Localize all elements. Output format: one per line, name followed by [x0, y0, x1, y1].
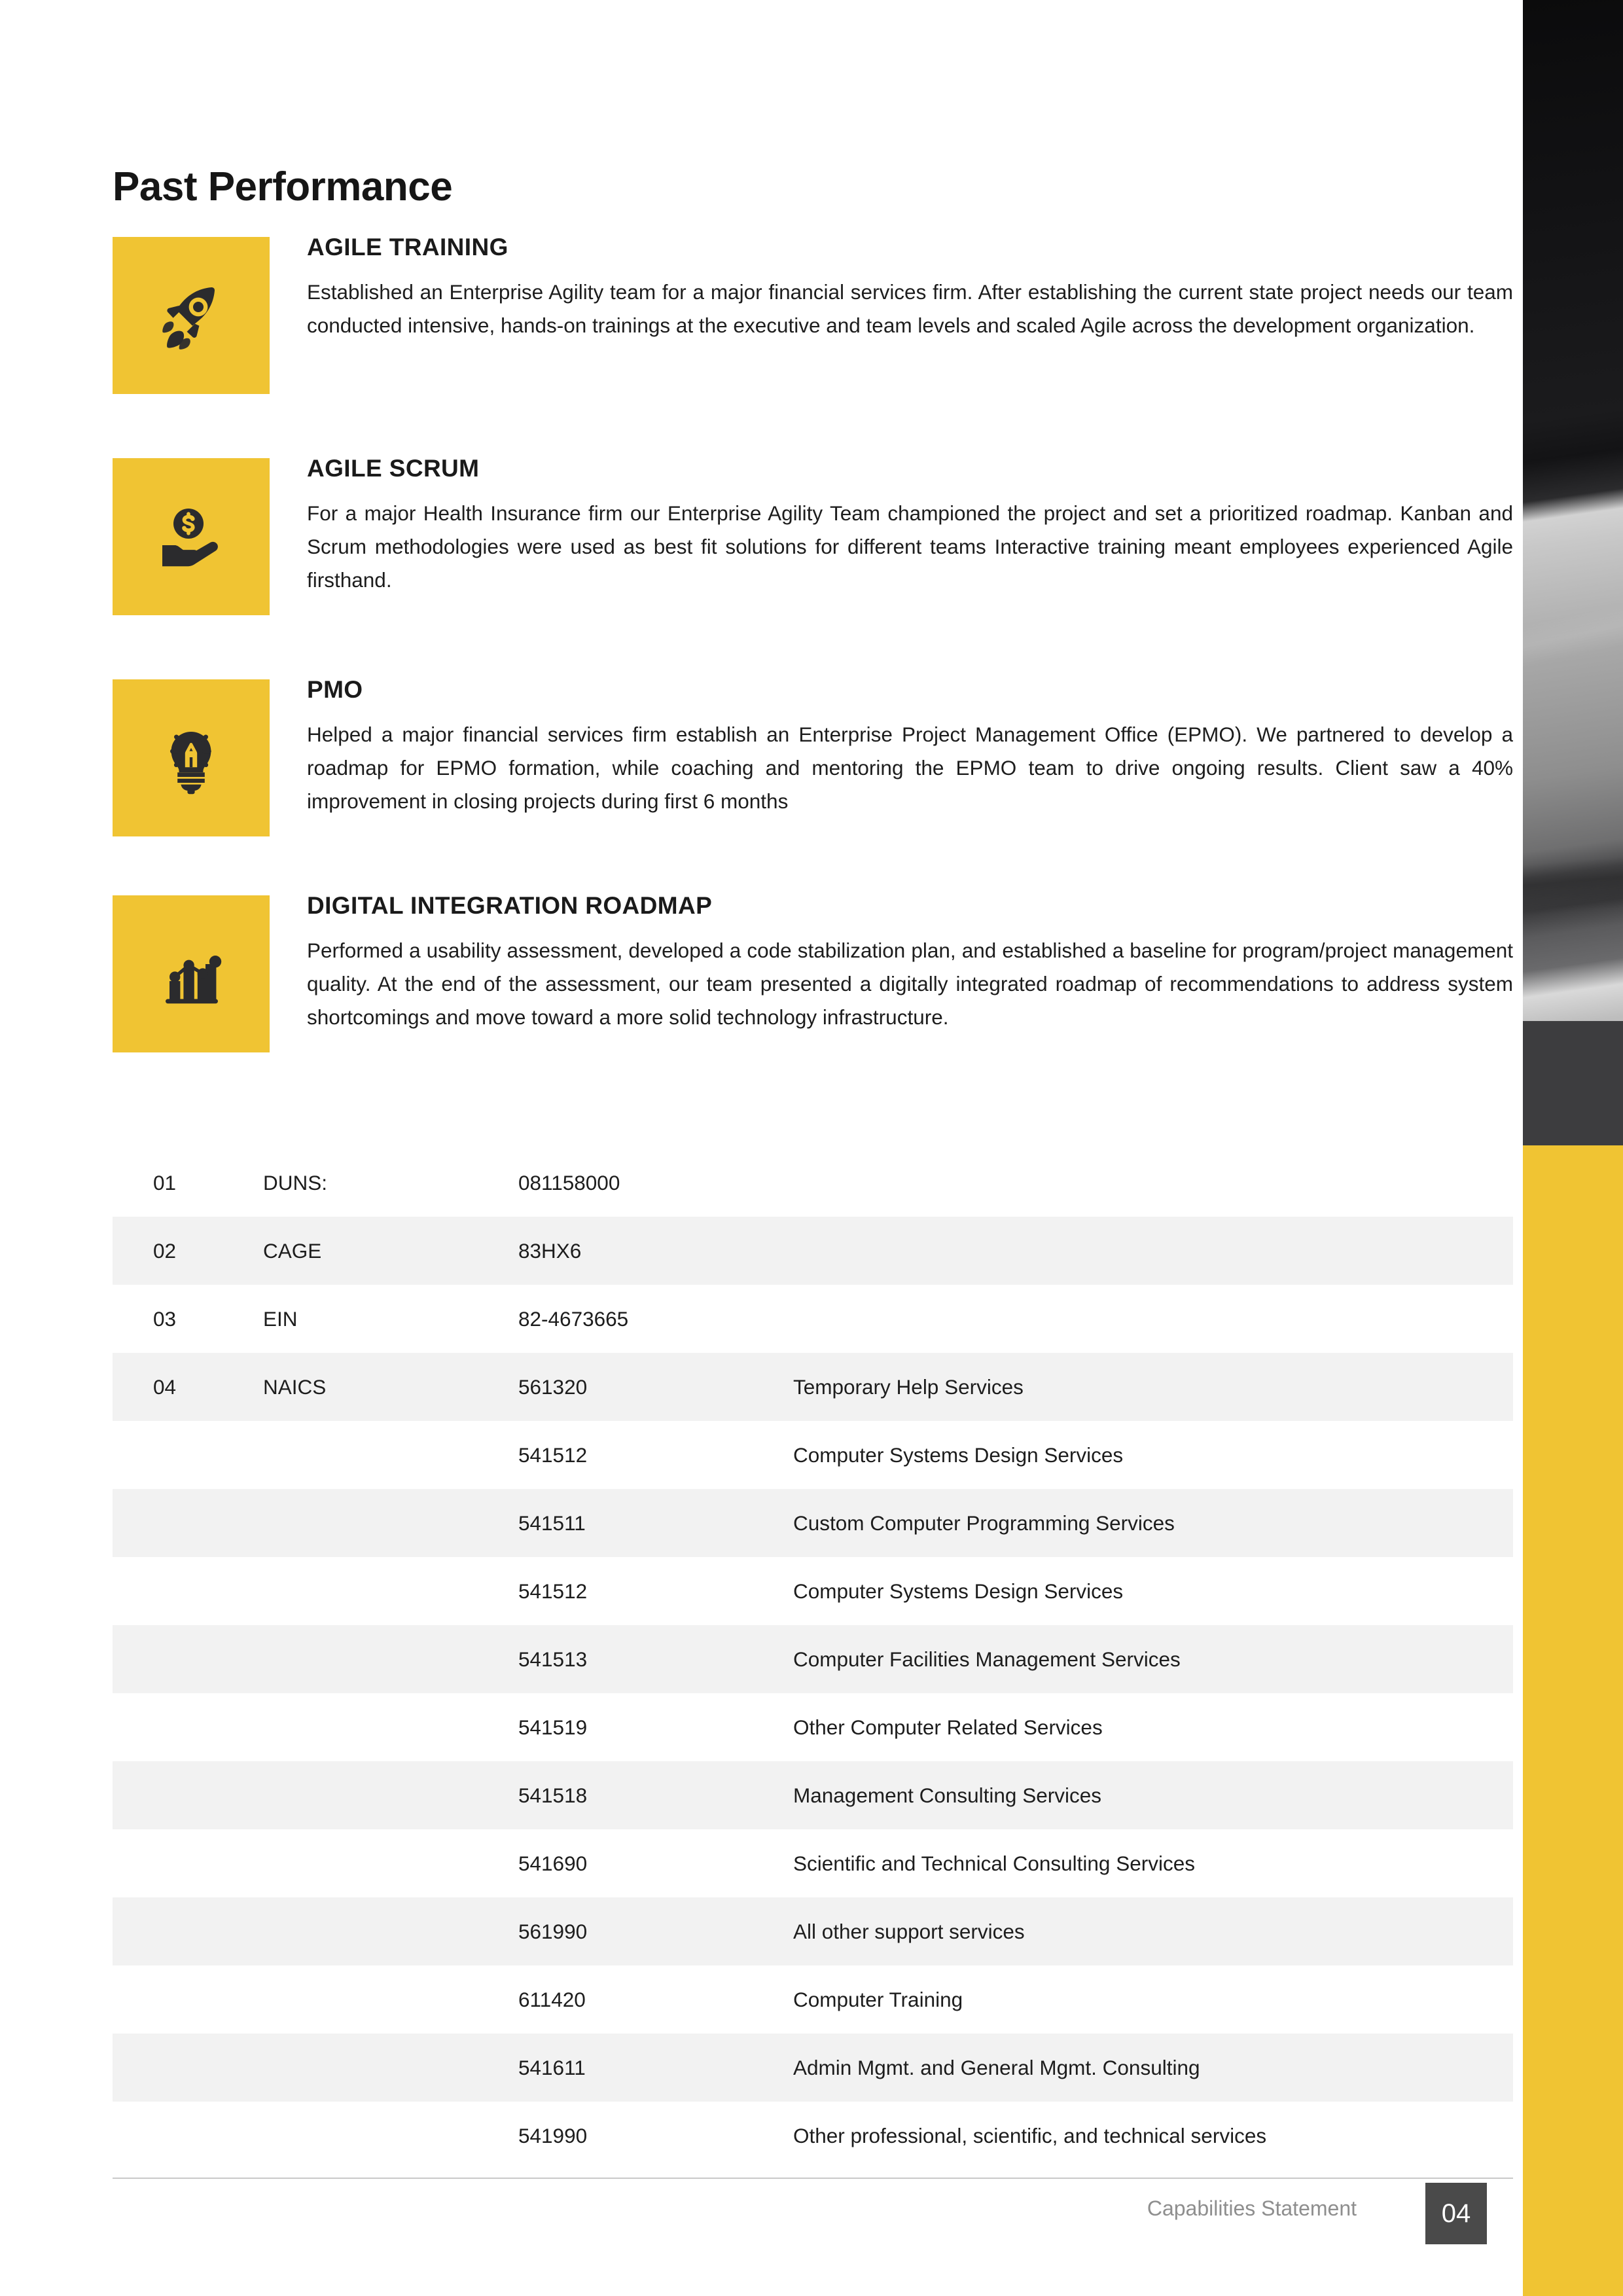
performance-heading: PMO — [307, 676, 363, 703]
right-edge-decoration — [1523, 0, 1623, 2296]
row-description: Admin Mgmt. and General Mgmt. Consulting — [793, 2055, 1200, 2079]
row-code: 541512 — [518, 1443, 588, 1467]
row-label — [263, 1965, 518, 2034]
row-code: 82-4673665 — [518, 1306, 629, 1331]
row-label: CAGE — [263, 1238, 322, 1263]
row-description — [793, 1149, 1513, 1217]
table-row — [113, 1421, 1513, 1489]
performance-text: Performed a usability assessment, developed a code stabilization plan, and established a baseline for program/project management quality. At the end of the assessment, our team presented a digitally integrated roadmap of recommendations to address system shortcomings and move toward a more solid technology infrastructure. — [307, 938, 1513, 1029]
table-row — [113, 1625, 1513, 1693]
row-index: 03 — [153, 1306, 177, 1331]
row-code: 541990 — [518, 2123, 588, 2147]
row-label — [263, 2102, 518, 2170]
row-description: Computer Systems Design Services — [793, 1579, 1124, 1603]
table-row — [113, 1149, 1513, 1217]
row-description: Custom Computer Programming Services — [793, 1511, 1175, 1535]
bar-chart-growth-icon — [113, 895, 270, 1052]
performance-heading: AGILE SCRUM — [307, 455, 480, 482]
row-code: 83HX6 — [518, 1238, 582, 1263]
row-description — [793, 1285, 1513, 1353]
row-label: NAICS — [263, 1374, 327, 1399]
row-index: 04 — [153, 1374, 177, 1399]
table-row — [113, 2102, 1513, 2170]
performance-body — [307, 893, 1513, 1034]
row-code: 561990 — [518, 1919, 588, 1943]
row-index — [113, 1897, 263, 1965]
table-body — [113, 1149, 1513, 2170]
row-code: 541511 — [518, 1511, 586, 1535]
row-label — [263, 1625, 518, 1693]
row-code: 541512 — [518, 1579, 588, 1603]
performance-body — [307, 456, 1513, 597]
performance-heading: AGILE TRAINING — [307, 234, 508, 260]
row-index: 01 — [153, 1170, 177, 1194]
row-index — [113, 2034, 263, 2102]
edge-yellow-band — [1523, 1145, 1623, 2296]
lightbulb-pencil-icon — [113, 679, 270, 836]
row-label — [263, 1693, 518, 1761]
row-code: 561320 — [518, 1374, 588, 1399]
row-description: Scientific and Technical Consulting Services — [793, 1851, 1195, 1875]
row-description: Other Computer Related Services — [793, 1715, 1103, 1739]
row-description — [793, 1217, 1513, 1285]
row-code: 541611 — [518, 2055, 586, 2079]
performance-heading: DIGITAL INTEGRATION ROADMAP — [307, 892, 713, 919]
performance-body — [307, 677, 1513, 818]
footer-divider — [113, 2178, 1513, 2179]
row-code: 541513 — [518, 1647, 588, 1671]
row-index — [113, 1421, 263, 1489]
row-label — [263, 2034, 518, 2102]
row-label — [263, 1557, 518, 1625]
row-label: DUNS: — [263, 1170, 328, 1194]
row-index — [113, 1829, 263, 1897]
row-index — [113, 1965, 263, 2034]
table-row — [113, 1965, 1513, 2034]
rocket-icon — [113, 237, 270, 394]
company-identifiers-table — [113, 1149, 1513, 2170]
row-description: Computer Facilities Management Services — [793, 1647, 1181, 1671]
table-row — [113, 1489, 1513, 1557]
row-index — [113, 1625, 263, 1693]
row-description: Management Consulting Services — [793, 1783, 1101, 1807]
row-description: Other professional, scientific, and technical services — [793, 2123, 1267, 2147]
row-code: 541518 — [518, 1783, 588, 1807]
row-description: Computer Systems Design Services — [793, 1443, 1124, 1467]
row-index — [113, 1761, 263, 1829]
row-label — [263, 1897, 518, 1965]
table-row — [113, 1897, 1513, 1965]
edge-photo-band — [1523, 0, 1623, 1021]
table-row — [113, 1285, 1513, 1353]
edge-dark-band — [1523, 1021, 1623, 1145]
row-index — [113, 1489, 263, 1557]
row-index — [113, 1693, 263, 1761]
row-label — [263, 1761, 518, 1829]
table-row — [113, 1217, 1513, 1285]
row-code: 541690 — [518, 1851, 588, 1875]
footer-label: Capabilities Statement — [1147, 2197, 1357, 2220]
table-row — [113, 1829, 1513, 1897]
row-description: All other support services — [793, 1919, 1025, 1943]
performance-body — [307, 234, 1513, 342]
row-label: EIN — [263, 1306, 298, 1331]
page-title: Past Performance — [113, 164, 453, 209]
performance-text: Established an Enterprise Agility team for a major financial services firm. After establishing the current state project needs our team conducted intensive, hands-on trainings at the executive and team levels and scaled Agile across the development organization. — [307, 279, 1513, 337]
row-description: Computer Training — [793, 1987, 963, 2011]
row-label — [263, 1829, 518, 1897]
row-index — [113, 1557, 263, 1625]
row-index: 02 — [153, 1238, 177, 1263]
row-index — [113, 2102, 263, 2170]
row-code: 081158000 — [518, 1170, 620, 1194]
table-row — [113, 1353, 1513, 1421]
row-description: Temporary Help Services — [793, 1374, 1024, 1399]
table-row — [113, 1557, 1513, 1625]
table-row — [113, 1761, 1513, 1829]
row-code: 611420 — [518, 1987, 586, 2011]
page-number-badge: 04 — [1425, 2183, 1487, 2244]
hand-holding-coin-icon — [113, 458, 270, 615]
performance-text: For a major Health Insurance firm our Enterprise Agility Team championed the project and set a prioritized roadmap. Kanban and Scrum methodologies were used as best fit solutions for different teams Interactive training meant employees experienced Agile firsthand. — [307, 501, 1513, 592]
table-row — [113, 2034, 1513, 2102]
row-label — [263, 1489, 518, 1557]
row-label — [263, 1421, 518, 1489]
row-code: 541519 — [518, 1715, 588, 1739]
performance-text: Helped a major financial services firm establish an Enterprise Project Management Office (EPMO). We partnered to develop a roadmap for EPMO formation, while coaching and mentoring the EPMO team to drive ongoing results. Client saw a 40% improvement in closing projects during first 6 months — [307, 722, 1513, 813]
table-row — [113, 1693, 1513, 1761]
